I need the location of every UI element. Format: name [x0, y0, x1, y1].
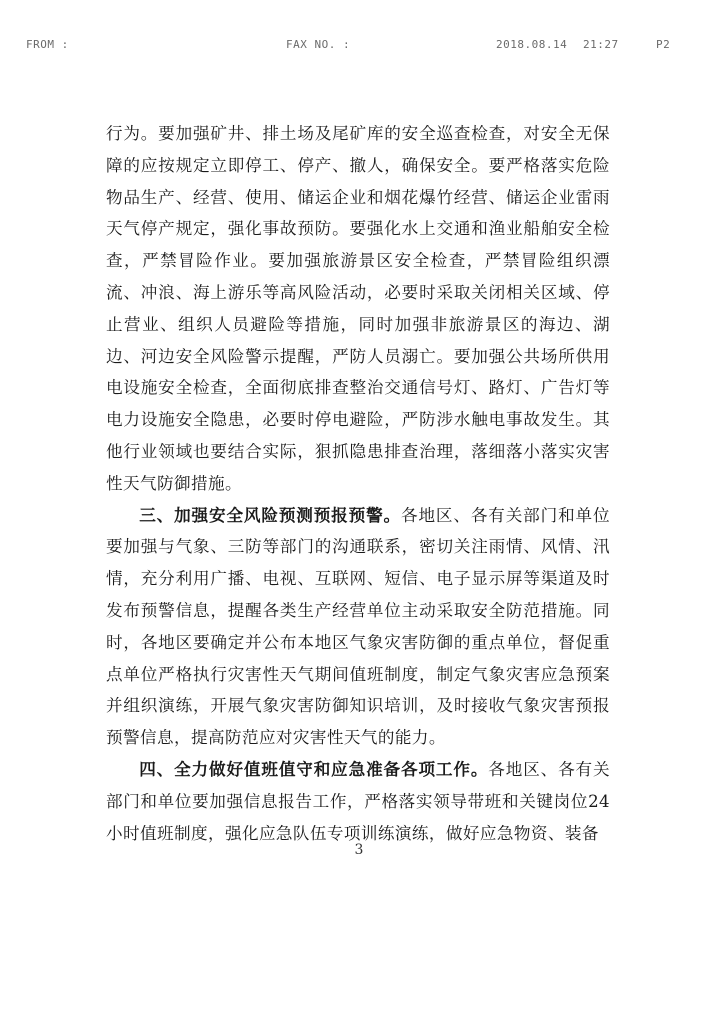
fax-from-label: FROM :: [26, 38, 69, 51]
section-heading: 三、加强安全风险预测预报预警。: [139, 505, 401, 525]
fax-time: 21:27: [583, 38, 619, 51]
paragraph-text: 各地区、各有关部门和单位要加强信息报告工作，严格落实领导带班和关键岗位24小时值班制度，强化应急队伍专项训练演练，做好应急物资、装备: [106, 759, 610, 843]
fax-header: [0, 38, 718, 56]
fax-page-indicator: P2: [656, 38, 671, 51]
document-body: [106, 118, 610, 849]
fax-date: 2018.08.14: [496, 38, 568, 51]
paragraph-text: 各地区、各有关部门和单位要加强与气象、三防等部门的沟通联系，密切关注雨情、风情、汛情，充分利用广播、电视、互联网、短信、电子显示屏等渠道及时发布预警信息，提醒各类生产经营单位主动采取安全防范措施。同时，各地区要确定并公布本地区气象灾害防御的重点单位，督促重点单位严格执行灾害性天气期间值班制度，制定气象灾害应急预案并组织演练，开展气象灾害防御知识培训，及时接收气象灾害预报预警信息，提高防范应对灾害性天气的能力。: [106, 505, 610, 748]
fax-number-label: FAX NO. :: [286, 38, 351, 51]
page-number: 3: [354, 842, 364, 858]
paragraph-continued: [106, 118, 610, 500]
paragraph-section-four: [106, 754, 610, 849]
section-heading: 四、全力做好值班值守和应急准备各项工作。: [139, 759, 489, 779]
paragraph-text: 行为。要加强矿井、排土场及尾矿库的安全巡查检查，对安全无保障的应按规定立即停工、停产、撤人，确保安全。要严格落实危险物品生产、经营、使用、储运企业和烟花爆竹经营、储运企业雷雨天气停产规定，强化事故预防。要强化水上交通和渔业船舶安全检查，严禁冒险作业。要加强旅游景区安全检查，严禁冒险组织漂流、冲浪、海上游乐等高风险活动，必要时采取关闭相关区域、停止营业、组织人员避险等措施，同时加强非旅游景区的海边、湖边、河边安全风险警示提醒，严防人员溺亡。要加强公共场所供用电设施安全检查，全面彻底排查整治交通信号灯、路灯、广告灯等电力设施安全隐患，必要时停电避险，严防涉水触电事故发生。其他行业领域也要结合实际，狠抓隐患排查治理，落细落小落实灾害性天气防御措施。: [106, 124, 610, 493]
paragraph-section-three: [106, 500, 610, 754]
